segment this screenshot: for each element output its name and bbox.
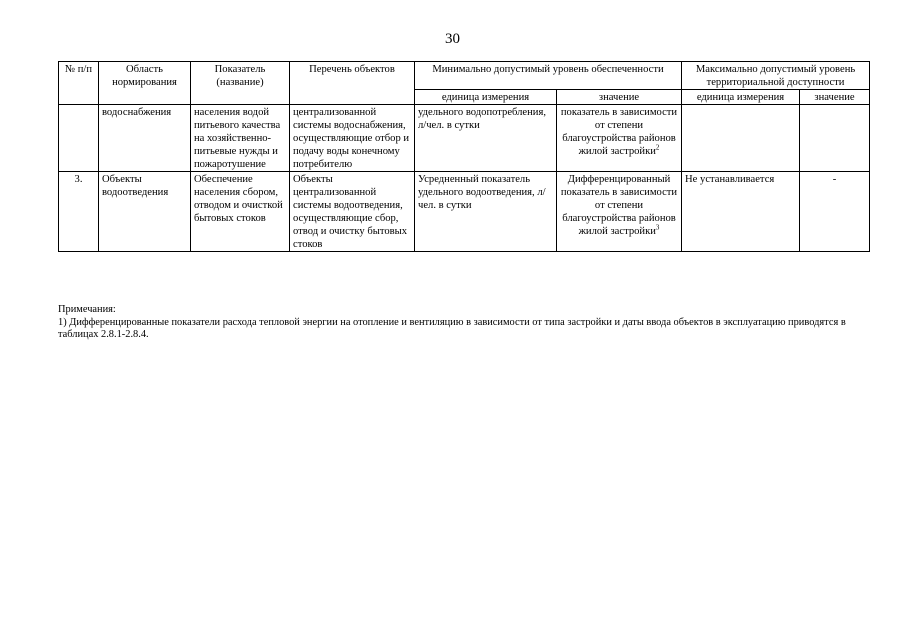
col-header-num: № п/п [59, 62, 99, 105]
cell-min-value-text: показатель в зависимости от степени благоустройства районов жилой застройки [560, 107, 678, 157]
table-row [59, 105, 870, 172]
cell-max-value: - [800, 172, 870, 252]
standards-table [58, 61, 870, 252]
col-header-min-value: значение [557, 90, 682, 105]
col-header-max-level: Максимально допустимый уровень территориальной доступности [682, 62, 870, 90]
header-row [59, 62, 870, 90]
footnote-ref: 2 [655, 143, 660, 152]
cell-indicator: Обеспечение населения сбором, отводом и очисткой бытовых стоков [191, 172, 290, 252]
page-number: 30 [445, 31, 460, 47]
cell-area: Объекты водоотведения [99, 172, 191, 252]
col-header-min-unit: единица измерения [415, 90, 557, 105]
cell-min-value-text: Дифференцированный показатель в зависимости от степени благоустройства районов жилой застройки [560, 174, 678, 237]
cell-objects: централизованной системы водоснабжения, осуществляющие отбор и подачу воды конечному потребителю [290, 105, 415, 172]
cell-num: 3. [59, 172, 99, 252]
cell-max-unit [682, 105, 800, 172]
col-header-objects: Перечень объектов [290, 62, 415, 105]
note-item: 1) Дифференцированные показатели расхода тепловой энергии на отопление и вентиляцию в зависимости от типа застройки и даты ввода объектов в эксплуатацию приводятся в таблицах 2.8.1-2.8.4. [58, 316, 846, 340]
notes-title: Примечания: [58, 304, 116, 315]
cell-max-unit: Не устанавливается [682, 172, 800, 252]
cell-max-value [800, 105, 870, 172]
col-header-min-level: Минимально допустимый уровень обеспеченности [415, 62, 682, 90]
col-header-max-value: значение [800, 90, 870, 105]
col-header-area: Область нормирования [99, 62, 191, 105]
footnote-ref: 3 [655, 223, 660, 232]
table-row [59, 172, 870, 252]
col-header-max-unit: единица измерения [682, 90, 800, 105]
col-header-indicator: Показатель (название) [191, 62, 290, 105]
cell-objects: Объекты централизованной системы водоотведения, осуществляющие сбор, отвод и очистку бытовых стоков [290, 172, 415, 252]
cell-num [59, 105, 99, 172]
cell-min-unit: удельного водопотребления, л/чел. в сутки [415, 105, 557, 172]
notes-section [58, 304, 870, 342]
cell-min-unit: Усредненный показатель удельного водоотведения, л/чел. в сутки [415, 172, 557, 252]
cell-min-value [557, 105, 682, 172]
cell-indicator: населения водой питьевого качества на хозяйственно-питьевые нужды и пожаротушение [191, 105, 290, 172]
cell-area: водоснабжения [99, 105, 191, 172]
cell-min-value [557, 172, 682, 252]
